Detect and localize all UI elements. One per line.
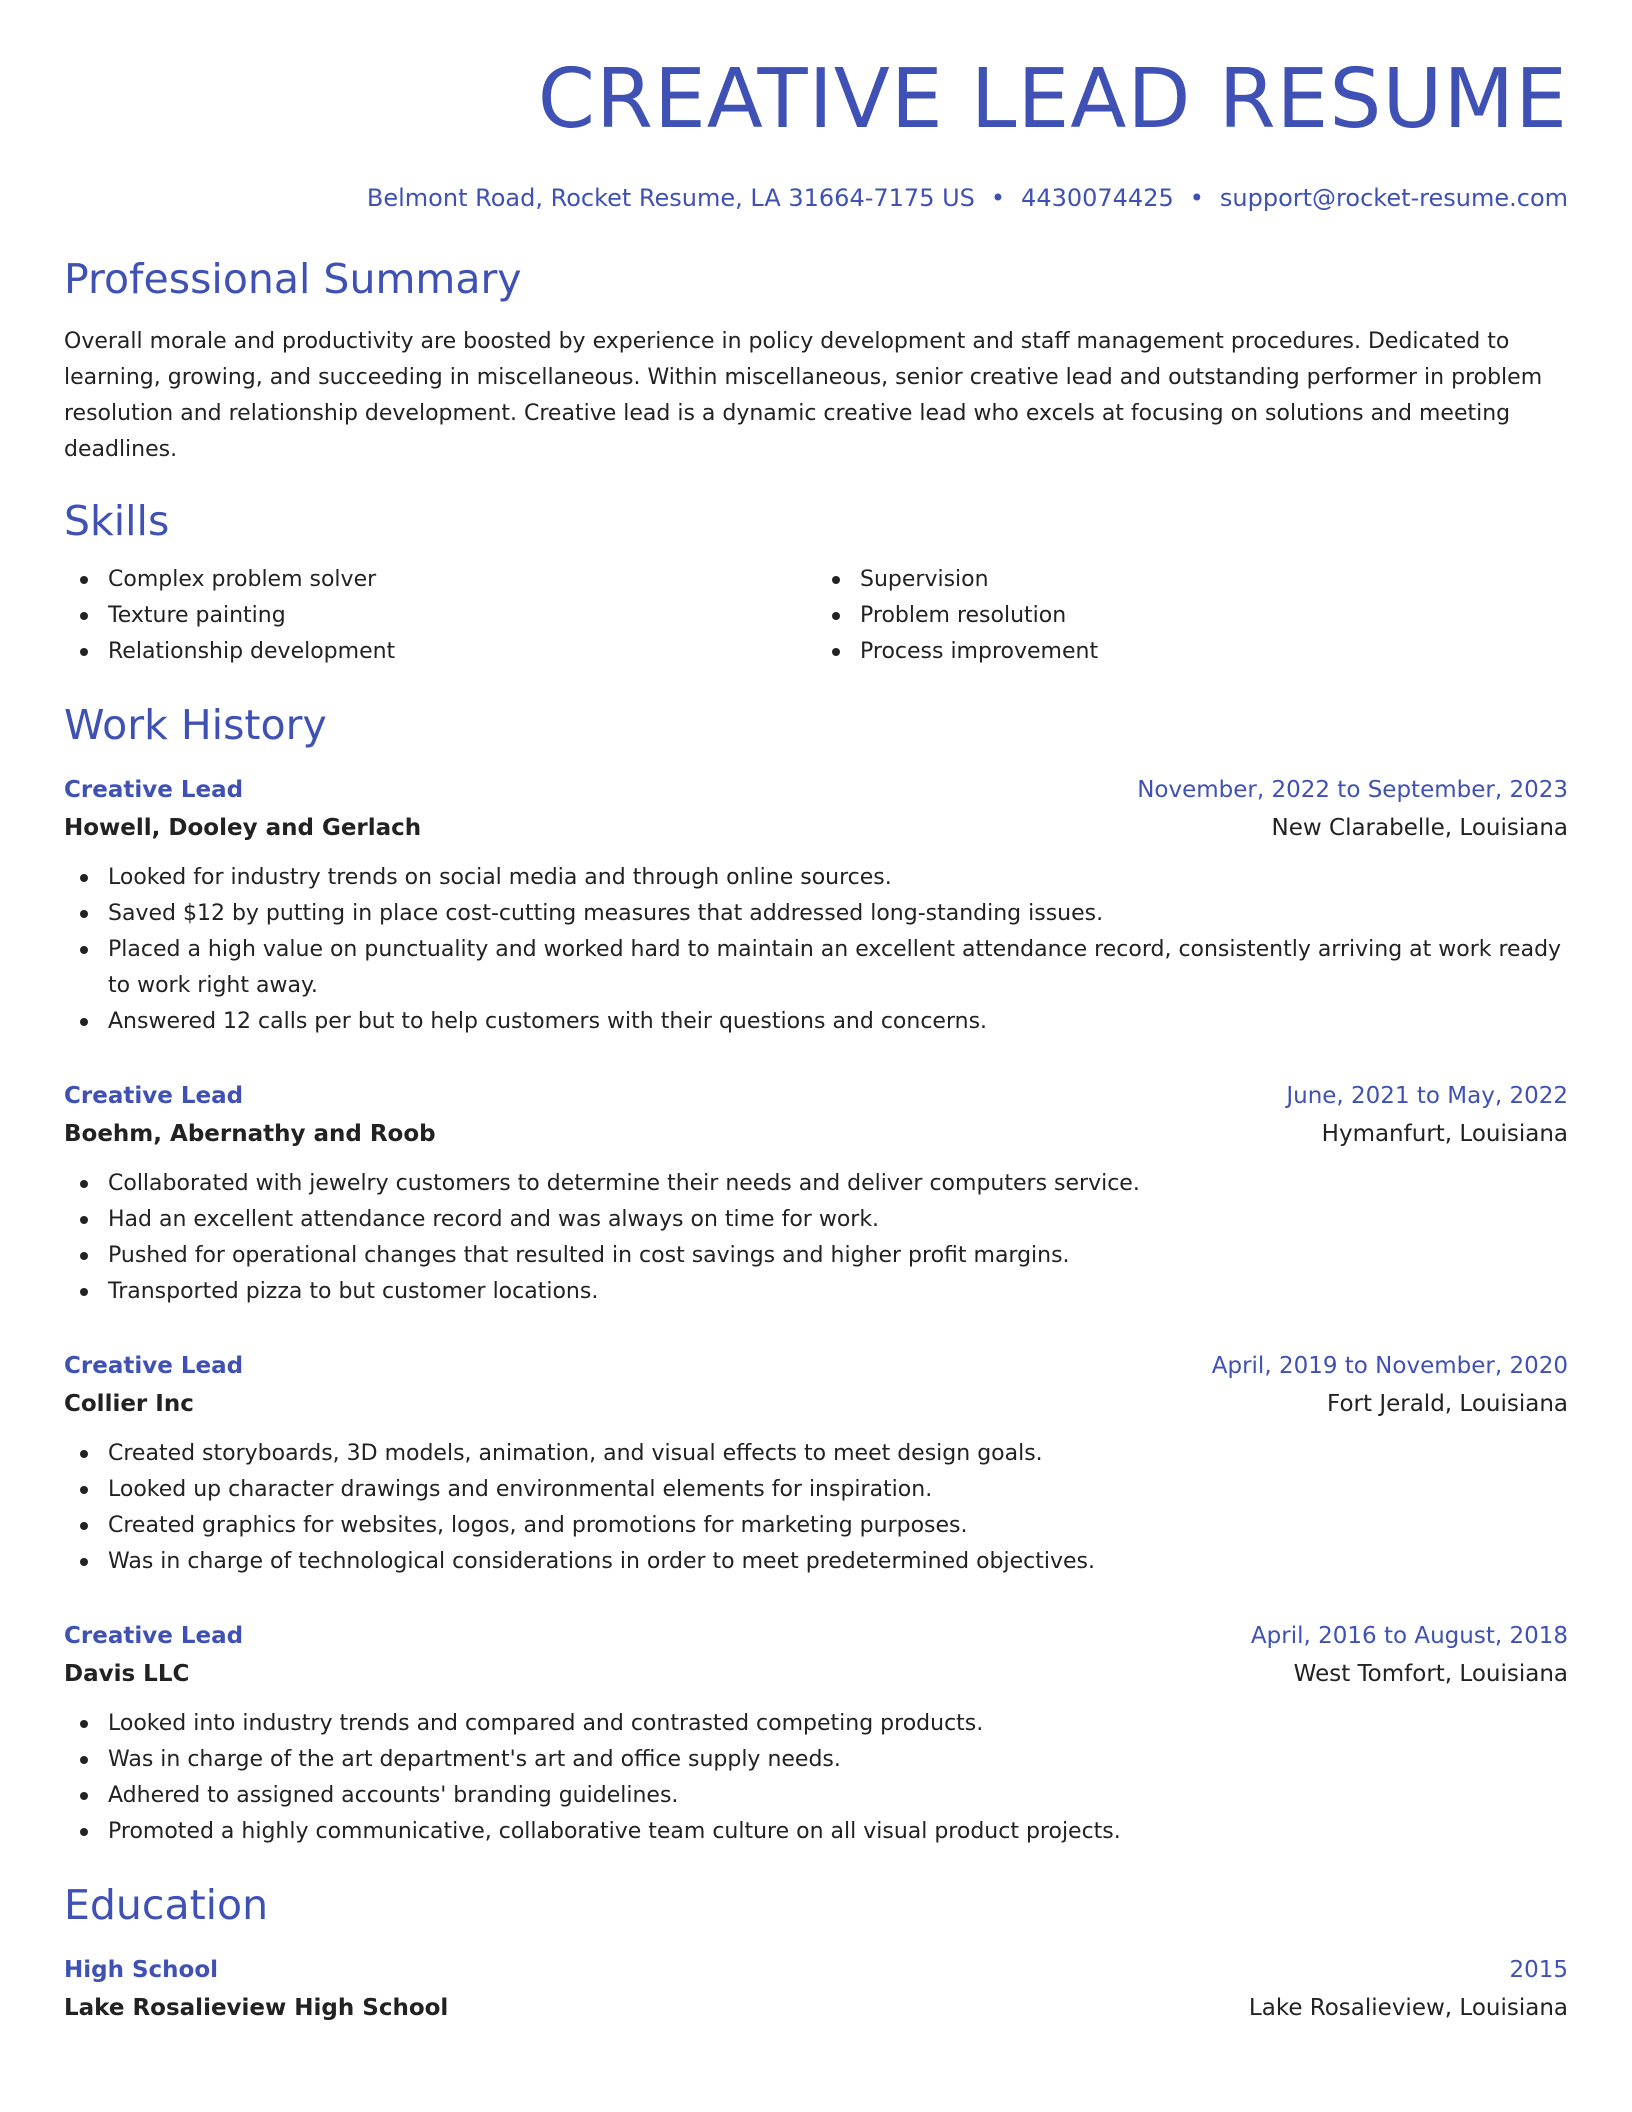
contact-email: support@rocket-resume.com (1219, 184, 1568, 212)
job-bullets (64, 860, 1568, 1040)
job-location: Hymanfurt, Louisiana (1321, 1121, 1568, 1147)
contact-separator: • (990, 184, 1006, 212)
education-section (64, 1880, 1568, 2028)
summary-section (64, 254, 1568, 468)
skill-item: Problem resolution (816, 598, 1568, 634)
job-bullet: Had an excellent attendance record and was always on time for work. (64, 1202, 1568, 1238)
job-bullet: Promoted a highly communicative, collaborative team culture on all visual product projects. (64, 1814, 1568, 1850)
job-dates: June, 2021 to May, 2022 (1286, 1083, 1568, 1109)
summary-heading: Professional Summary (64, 255, 522, 303)
education-year: 2015 (1509, 1957, 1568, 1983)
job-bullet: Looked for industry trends on social media and through online sources. (64, 860, 1568, 896)
job-bullet: Transported pizza to but customer locations. (64, 1274, 1568, 1310)
job-role: Creative Lead (64, 777, 244, 803)
contact-separator: • (1189, 184, 1204, 212)
job-company-row (64, 1384, 1568, 1424)
job-dates: April, 2016 to August, 2018 (1250, 1623, 1568, 1649)
skills-section (64, 496, 1568, 670)
job-bullet: Created graphics for websites, logos, and promotions for marketing purposes. (64, 1508, 1568, 1544)
skill-item: Complex problem solver (64, 562, 816, 598)
job-bullet: Placed a high value on punctuality and worked hard to maintain an excellent attendance record, consistently arriving at work ready to work right away. (64, 932, 1568, 1004)
job-entry (64, 1078, 1568, 1310)
job-bullets (64, 1436, 1568, 1580)
job-bullet: Looked into industry trends and compared and contrasted competing products. (64, 1706, 1568, 1742)
skills-heading: Skills (64, 497, 170, 545)
job-entry (64, 772, 1568, 1040)
skill-item: Process improvement (816, 634, 1568, 670)
job-company-row (64, 1654, 1568, 1694)
job-location: Fort Jerald, Louisiana (1327, 1391, 1568, 1417)
skill-item: Texture painting (64, 598, 816, 634)
job-company: Boehm, Abernathy and Roob (64, 1121, 436, 1147)
job-header-row (64, 1348, 1568, 1384)
job-bullets (64, 1706, 1568, 1850)
contact-address: Belmont Road, Rocket Resume, LA 31664-7175 US (366, 184, 975, 212)
job-header-row (64, 1618, 1568, 1654)
job-bullet: Answered 12 calls per but to help customers with their questions and concerns. (64, 1004, 1568, 1040)
skills-left-column (64, 562, 816, 670)
contact-phone: 4430074425 (1021, 184, 1174, 212)
contact-line (64, 182, 1568, 214)
job-location: New Clarabelle, Louisiana (1271, 815, 1568, 841)
job-company: Howell, Dooley and Gerlach (64, 815, 422, 841)
job-role: Creative Lead (64, 1353, 244, 1379)
job-company: Davis LLC (64, 1661, 190, 1687)
job-entry (64, 1618, 1568, 1850)
job-location: West Tomfort, Louisiana (1293, 1661, 1568, 1687)
job-bullet: Adhered to assigned accounts' branding guidelines. (64, 1778, 1568, 1814)
resume-header (64, 52, 1568, 214)
job-company: Collier Inc (64, 1391, 194, 1417)
summary-text: Overall morale and productivity are boosted by experience in policy development and staff management procedures. Dedicated to learning, growing, and succeeding in miscellaneous. Within miscellaneous, senior creative lead and outstanding performer in problem resolution and relationship development. Creative lead is a dynamic creative lead who excels at focusing on solutions and meeting deadlines. (64, 329, 1543, 462)
education-entry (64, 1952, 1568, 2028)
skill-item: Relationship development (64, 634, 816, 670)
job-bullets (64, 1166, 1568, 1310)
education-school: Lake Rosalieview High School (64, 1995, 449, 2021)
education-header-row (64, 1952, 1568, 1988)
job-dates: November, 2022 to September, 2023 (1137, 777, 1568, 803)
job-bullet: Saved $12 by putting in place cost-cutting measures that addressed long-standing issues. (64, 896, 1568, 932)
job-entry (64, 1348, 1568, 1580)
job-header-row (64, 772, 1568, 808)
job-bullet: Pushed for operational changes that resulted in cost savings and higher profit margins. (64, 1238, 1568, 1274)
job-role: Creative Lead (64, 1623, 244, 1649)
job-dates: April, 2019 to November, 2020 (1211, 1353, 1568, 1379)
education-degree: High School (64, 1957, 219, 1983)
job-role: Creative Lead (64, 1083, 244, 1109)
job-bullet: Collaborated with jewelry customers to determine their needs and deliver computers service. (64, 1166, 1568, 1202)
job-header-row (64, 1078, 1568, 1114)
resume-title: CREATIVE LEAD RESUME (537, 52, 1568, 147)
education-location: Lake Rosalieview, Louisiana (1248, 1995, 1568, 2021)
education-school-row (64, 1988, 1568, 2028)
work-history-section (64, 700, 1568, 1850)
job-company-row (64, 1114, 1568, 1154)
skills-grid (64, 562, 1568, 670)
job-bullet: Was in charge of technological considerations in order to meet predetermined objectives. (64, 1544, 1568, 1580)
job-bullet: Was in charge of the art department's art and office supply needs. (64, 1742, 1568, 1778)
education-heading: Education (64, 1881, 269, 1929)
job-bullet: Looked up character drawings and environmental elements for inspiration. (64, 1472, 1568, 1508)
work-history-heading: Work History (64, 701, 327, 749)
skills-right-column (816, 562, 1568, 670)
job-bullet: Created storyboards, 3D models, animation, and visual effects to meet design goals. (64, 1436, 1568, 1472)
skill-item: Supervision (816, 562, 1568, 598)
job-company-row (64, 808, 1568, 848)
